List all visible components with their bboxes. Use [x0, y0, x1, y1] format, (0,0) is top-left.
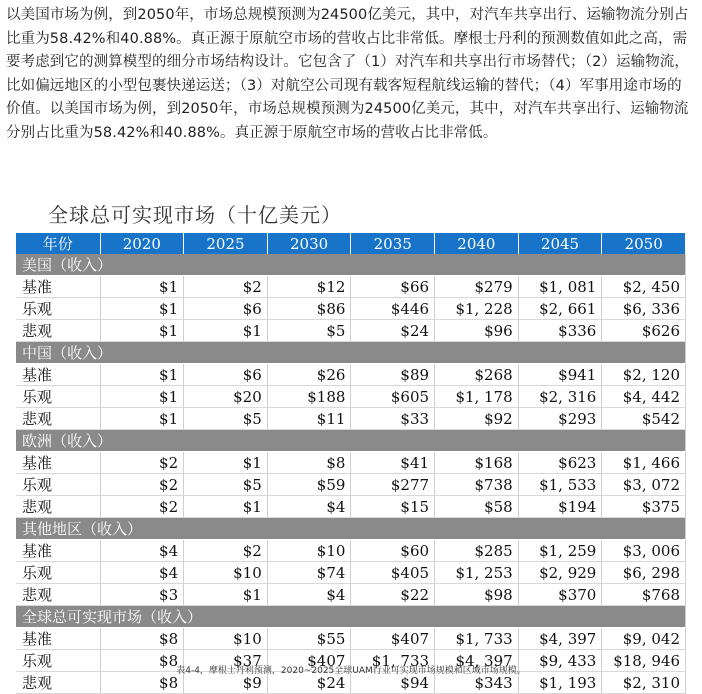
row-label: 悲观	[16, 408, 100, 430]
value-cell: $1	[100, 408, 184, 430]
value-cell: $4, 442	[602, 386, 686, 408]
row-label: 基准	[16, 276, 100, 298]
value-cell: $2, 661	[518, 298, 602, 320]
header-2050: 2050	[602, 233, 686, 254]
value-cell: $3	[100, 584, 184, 606]
value-cell: $8	[100, 628, 184, 650]
table-row	[16, 496, 686, 518]
value-cell: $92	[435, 408, 519, 430]
value-cell: $58	[435, 496, 519, 518]
value-cell: $5	[184, 474, 268, 496]
value-cell: $2	[100, 474, 184, 496]
value-cell: $279	[435, 276, 519, 298]
value-cell: $2, 310	[602, 672, 686, 694]
value-cell: $5	[267, 320, 351, 342]
value-cell: $941	[518, 364, 602, 386]
value-cell: $1	[100, 386, 184, 408]
value-cell: $1	[184, 320, 268, 342]
value-cell: $24	[351, 320, 435, 342]
value-cell: $10	[184, 628, 268, 650]
row-label: 基准	[16, 364, 100, 386]
section-label: 中国（收入）	[16, 342, 686, 364]
row-label: 悲观	[16, 320, 100, 342]
value-cell: $2, 450	[602, 276, 686, 298]
table-row	[16, 276, 686, 298]
value-cell: $6	[184, 298, 268, 320]
value-cell: $6	[184, 364, 268, 386]
section-header-row	[16, 518, 686, 540]
value-cell: $94	[351, 672, 435, 694]
value-cell: $10	[267, 540, 351, 562]
table-row	[16, 452, 686, 474]
value-cell: $1	[184, 496, 268, 518]
value-cell: $285	[435, 540, 519, 562]
value-cell: $1	[184, 452, 268, 474]
table-caption: 表4-4，摩根士丹利预测，2020~2025全球UAM行业可实现市场规模和区域市场规模。	[176, 666, 526, 676]
value-cell: $41	[351, 452, 435, 474]
value-cell: $24	[267, 672, 351, 694]
value-cell: $89	[351, 364, 435, 386]
row-label: 乐观	[16, 650, 100, 672]
row-label: 悲观	[16, 584, 100, 606]
row-label: 基准	[16, 452, 100, 474]
value-cell: $336	[518, 320, 602, 342]
value-cell: $4	[100, 540, 184, 562]
value-cell: $4	[100, 562, 184, 584]
value-cell: $33	[351, 408, 435, 430]
value-cell: $55	[267, 628, 351, 650]
value-cell: $194	[518, 496, 602, 518]
table-row	[16, 320, 686, 342]
value-cell: $1, 081	[518, 276, 602, 298]
value-cell: $277	[351, 474, 435, 496]
value-cell: $542	[602, 408, 686, 430]
value-cell: $10	[184, 562, 268, 584]
market-size-table	[16, 233, 686, 694]
table-row	[16, 474, 686, 496]
value-cell: $5	[184, 408, 268, 430]
value-cell: $2, 316	[518, 386, 602, 408]
value-cell: $1	[100, 276, 184, 298]
table-row	[16, 386, 686, 408]
value-cell: $9, 042	[602, 628, 686, 650]
value-cell: $2	[184, 276, 268, 298]
value-cell: $96	[435, 320, 519, 342]
table-row	[16, 584, 686, 606]
row-label: 乐观	[16, 386, 100, 408]
value-cell: $22	[351, 584, 435, 606]
value-cell: $60	[351, 540, 435, 562]
value-cell: $2, 120	[602, 364, 686, 386]
section-header-row	[16, 342, 686, 364]
table-title: 全球总可实现市场（十亿美元）	[48, 203, 342, 227]
value-cell: $343	[435, 672, 519, 694]
value-cell: $18, 946	[602, 650, 686, 672]
value-cell: $407	[267, 650, 351, 672]
value-cell: $15	[351, 496, 435, 518]
value-cell: $59	[267, 474, 351, 496]
table-row	[16, 540, 686, 562]
value-cell: $1, 259	[518, 540, 602, 562]
value-cell: $9, 433	[518, 650, 602, 672]
value-cell: $370	[518, 584, 602, 606]
value-cell: $1	[100, 364, 184, 386]
value-cell: $66	[351, 276, 435, 298]
value-cell: $2	[184, 540, 268, 562]
header-2025: 2025	[184, 233, 268, 254]
header-year: 年份	[16, 233, 100, 254]
header-2045: 2045	[518, 233, 602, 254]
value-cell: $268	[435, 364, 519, 386]
value-cell: $626	[602, 320, 686, 342]
value-cell: $4, 397	[435, 650, 519, 672]
value-cell: $1, 733	[435, 628, 519, 650]
value-cell: $3, 006	[602, 540, 686, 562]
value-cell: $12	[267, 276, 351, 298]
value-cell: $1, 193	[518, 672, 602, 694]
value-cell: $405	[351, 562, 435, 584]
table-row	[16, 298, 686, 320]
value-cell: $8	[100, 672, 184, 694]
value-cell: $1, 178	[435, 386, 519, 408]
value-cell: $8	[100, 650, 184, 672]
value-cell: $768	[602, 584, 686, 606]
value-cell: $20	[184, 386, 268, 408]
row-label: 乐观	[16, 474, 100, 496]
row-label: 基准	[16, 628, 100, 650]
value-cell: $4	[267, 496, 351, 518]
table-row	[16, 562, 686, 584]
value-cell: $1, 533	[518, 474, 602, 496]
header-2030: 2030	[267, 233, 351, 254]
value-cell: $168	[435, 452, 519, 474]
value-cell: $1	[184, 584, 268, 606]
row-label: 基准	[16, 540, 100, 562]
value-cell: $375	[602, 496, 686, 518]
header-2040: 2040	[435, 233, 519, 254]
table-row	[16, 364, 686, 386]
table-row	[16, 408, 686, 430]
value-cell: $11	[267, 408, 351, 430]
value-cell: $446	[351, 298, 435, 320]
intro-paragraph: 以美国市场为例，到2050年，市场总规模预测为24500亿美元，其中，对汽车共享出行、运输物流分别占比重为58.42%和40.88%。真正源于原航空市场的营收占比非常低。摩根士丹利的预测数值如此之高，需要考虑到它的测算模型的细分市场结构设计。它包含了（1）对汽车和共享出行市场替代；（2）运输物流，比如偏远地区的小型包裹快递运送；（3）对航空公司现有载客短程航线运输的替代；（4）军事用途市场的价值。以美国市场为例，到2050年，市场总规模预测为24500亿美元，其中，对汽车共享出行、运输物流分别占比重为58.42%和40.88%。真正源于原航空市场的营收占比非常低。	[6, 7, 689, 141]
value-cell: $1, 466	[602, 452, 686, 474]
value-cell: $1, 228	[435, 298, 519, 320]
value-cell: $37	[184, 650, 268, 672]
value-cell: $9	[184, 672, 268, 694]
section-header-row	[16, 254, 686, 276]
value-cell: $8	[267, 452, 351, 474]
value-cell: $188	[267, 386, 351, 408]
value-cell: $74	[267, 562, 351, 584]
value-cell: $293	[518, 408, 602, 430]
value-cell: $6, 336	[602, 298, 686, 320]
value-cell: $98	[435, 584, 519, 606]
value-cell: $605	[351, 386, 435, 408]
section-label: 全球总可实现市场（收入）	[16, 606, 686, 628]
table-row	[16, 628, 686, 650]
value-cell: $407	[351, 628, 435, 650]
value-cell: $1	[100, 320, 184, 342]
section-label: 欧洲（收入）	[16, 430, 686, 452]
value-cell: $86	[267, 298, 351, 320]
value-cell: $1, 733	[351, 650, 435, 672]
section-header-row	[16, 430, 686, 452]
value-cell: $2	[100, 452, 184, 474]
value-cell: $2, 929	[518, 562, 602, 584]
value-cell: $6, 298	[602, 562, 686, 584]
value-cell: $1, 253	[435, 562, 519, 584]
value-cell: $738	[435, 474, 519, 496]
value-cell: $623	[518, 452, 602, 474]
value-cell: $1	[100, 298, 184, 320]
value-cell: $3, 072	[602, 474, 686, 496]
value-cell: $2	[100, 496, 184, 518]
row-label: 悲观	[16, 672, 100, 694]
section-header-row	[16, 606, 686, 628]
value-cell: $4, 397	[518, 628, 602, 650]
section-label: 美国（收入）	[16, 254, 686, 276]
value-cell: $26	[267, 364, 351, 386]
header-2020: 2020	[100, 233, 184, 254]
header-2035: 2035	[351, 233, 435, 254]
row-label: 悲观	[16, 496, 100, 518]
value-cell: $4	[267, 584, 351, 606]
table-header-row	[16, 233, 686, 254]
row-label: 乐观	[16, 298, 100, 320]
section-label: 其他地区（收入）	[16, 518, 686, 540]
row-label: 乐观	[16, 562, 100, 584]
